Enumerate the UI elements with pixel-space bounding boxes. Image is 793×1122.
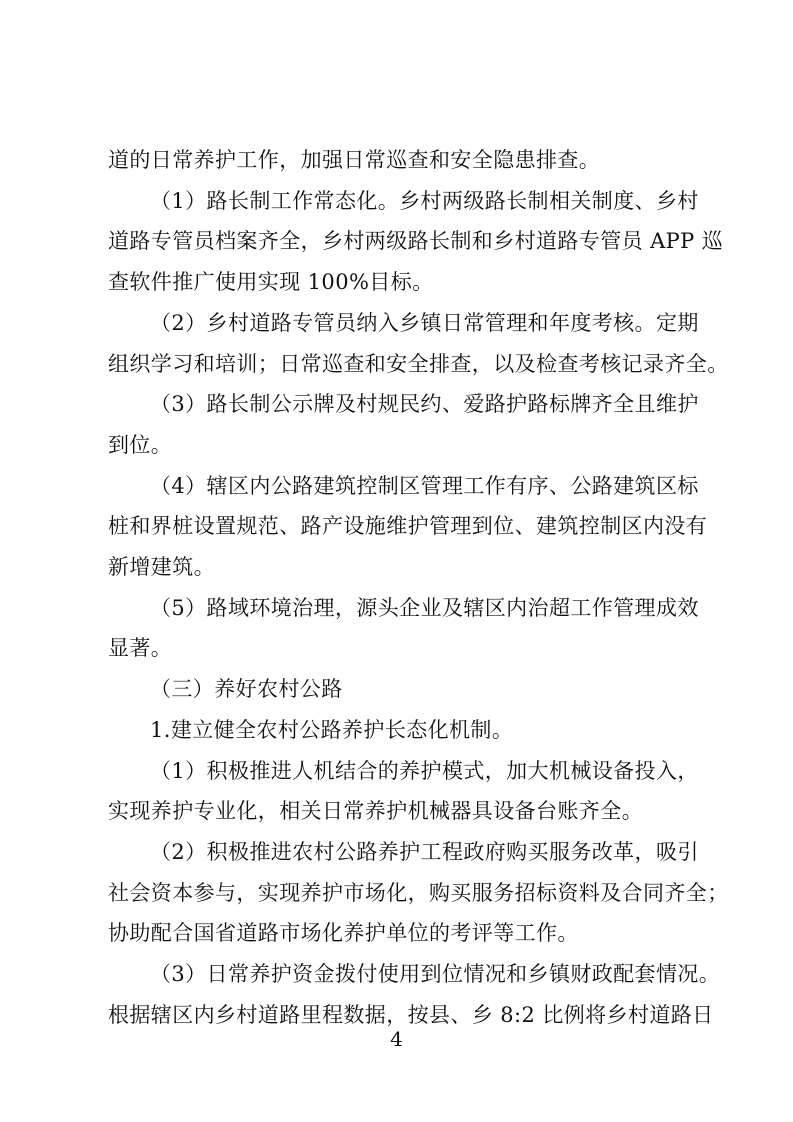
text-line: 道的日常养护工作，加强日常巡查和安全隐患排查。 bbox=[108, 148, 601, 172]
text-line: 桩和界桩设置规范、路产设施维护管理到位、建筑控制区内没有 bbox=[108, 514, 708, 538]
section-heading: （三）养好农村公路 bbox=[150, 677, 343, 701]
text-line: （5）路域环境治理，源头企业及辖区内治超工作管理成效 bbox=[150, 596, 699, 620]
text-line: 社会资本参与，实现养护市场化，购买服务招标资料及合同齐全； bbox=[108, 881, 729, 905]
text-line: 到位。 bbox=[108, 433, 173, 457]
text-line: （4）辖区内公路建筑控制区管理工作有序、公路建筑区标 bbox=[150, 474, 699, 498]
text-line: （2）积极推进农村公路养护工程政府购买服务改革，吸引 bbox=[150, 840, 699, 864]
text-line: （1）积极推进人机结合的养护模式，加大机械设备投入， bbox=[150, 759, 699, 783]
text-line: 显著。 bbox=[108, 636, 173, 660]
text-line: 道路专管员档案齐全，乡村两级路长制和乡村道路专管员 APP 巡 bbox=[108, 229, 724, 253]
text-line: 实现养护专业化，相关日常养护机械器具设备台账齐全。 bbox=[108, 799, 643, 823]
text-line: （3）路长制公示牌及村规民约、爱路护路标牌齐全且维护 bbox=[150, 392, 699, 416]
text-line: 组织学习和培训；日常巡查和安全排查，以及检查考核记录齐全。 bbox=[108, 352, 729, 376]
text-line: 新增建筑。 bbox=[108, 555, 215, 579]
text-line: 查软件推广使用实现 100%目标。 bbox=[108, 270, 434, 294]
text-line: 根据辖区内乡村道路里程数据，按县、乡 8:2 比例将乡村道路日 bbox=[108, 1003, 714, 1027]
text-line: （3）日常养护资金拨付使用到位情况和乡镇财政配套情况。 bbox=[150, 962, 721, 986]
text-line: 协助配合国省道路市场化养护单位的考评等工作。 bbox=[108, 921, 579, 945]
subsection-heading: 1.建立健全农村公路养护长态化机制。 bbox=[150, 718, 514, 742]
page-number: 4 bbox=[390, 1027, 403, 1051]
text-line: （1）路长制工作常态化。乡村两级路长制相关制度、乡村 bbox=[150, 189, 699, 213]
text-line: （2）乡村道路专管员纳入乡镇日常管理和年度考核。定期 bbox=[150, 311, 699, 335]
